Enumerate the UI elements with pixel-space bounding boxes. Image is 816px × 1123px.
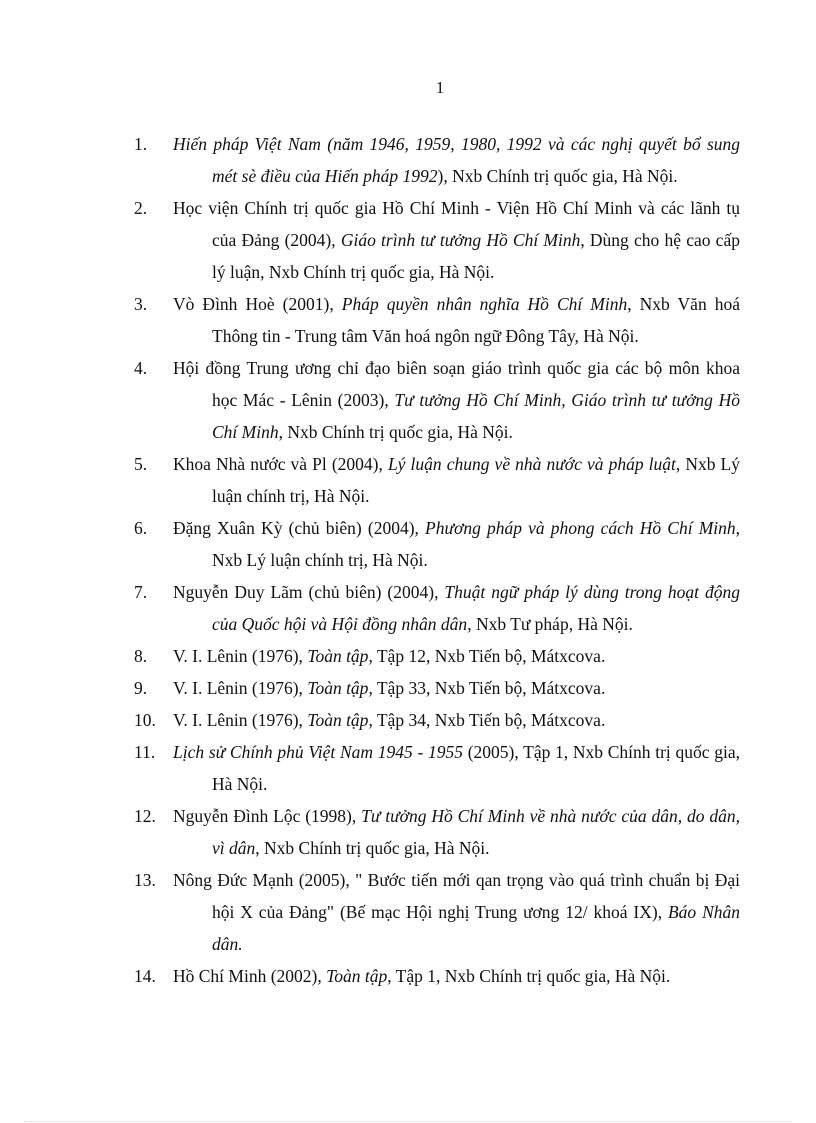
reference-text: Khoa Nhà nước và Pl (2004), (173, 454, 388, 474)
reference-item (134, 640, 740, 672)
reference-text: V. I. Lênin (1976), (173, 710, 308, 730)
reference-text: , Tập 34, Nxb Tiến bộ, Mátxcova. (368, 710, 606, 730)
reference-item (134, 192, 740, 288)
reference-item (134, 800, 740, 864)
reference-text: Nông Đức Mạnh (2005), " Bước tiến mới qan trọng vào quá trình chuẩn bị Đại hội X của Đảng" (Bế mạc Hội nghị Trung ương 12/ khoá IX), (173, 870, 740, 922)
reference-item (134, 960, 740, 992)
reference-number: 5. (134, 454, 148, 474)
page-bottom-divider (24, 1121, 792, 1122)
reference-number: 8. (134, 646, 148, 666)
reference-text: , Nxb Tư pháp, Hà Nội. (467, 614, 633, 634)
reference-title-italic: Phương pháp và phong cách Hồ Chí Minh (425, 518, 736, 538)
reference-number: 3. (134, 294, 148, 314)
reference-title-italic: Giáo trình tư tưởng Hồ Chí Minh (340, 230, 581, 250)
reference-item (134, 512, 740, 576)
reference-text: ), Nxb Chính trị quốc gia, Hà Nội. (437, 166, 678, 186)
reference-text: , Dùng cho hệ cao cấp lý luận, Nxb Chính trị quốc gia, Hà Nội. (212, 230, 740, 282)
reference-item (134, 128, 740, 192)
reference-item (134, 576, 740, 640)
reference-number: 10. (134, 710, 156, 730)
reference-title-italic: Pháp quyền nhân nghĩa Hồ Chí Minh (341, 294, 628, 314)
reference-text: Đặng Xuân Kỳ (chủ biên) (2004), (173, 518, 426, 538)
reference-text: , Nxb Chính trị quốc gia, Hà Nội. (255, 838, 490, 858)
reference-text: V. I. Lênin (1976), (173, 678, 308, 698)
reference-title-italic: Toàn tập (307, 678, 369, 698)
reference-item (134, 672, 740, 704)
reference-text: , Tập 12, Nxb Tiến bộ, Mátxcova. (368, 646, 606, 666)
reference-title-italic: Báo Nhân dân. (212, 902, 740, 954)
reference-text: , Nxb Văn hoá Thông tin - Trung tâm Văn hoá ngôn ngữ Đông Tây, Hà Nội. (212, 294, 741, 346)
reference-text: Nguyễn Đình Lộc (1998), (173, 806, 362, 826)
reference-number: 7. (134, 582, 148, 602)
reference-title-italic: Toàn tập (326, 966, 388, 986)
reference-title-italic: Toàn tập (307, 646, 369, 666)
reference-title-italic: Toàn tập (307, 710, 369, 730)
reference-number: 11. (134, 742, 156, 762)
reference-item (134, 288, 740, 352)
reference-title-italic: Tư tưởng Hồ Chí Minh về nhà nước của dân, do dân, vì dân (212, 806, 740, 858)
reference-number: 9. (134, 678, 148, 698)
reference-title-italic: Thuật ngữ pháp lý dùng trong hoạt động của Quốc hội và Hội đồng nhân dân (212, 582, 740, 634)
reference-text: , Tập 1, Nxb Chính trị quốc gia, Hà Nội. (387, 966, 671, 986)
reference-number: 1. (134, 134, 148, 154)
reference-number: 6. (134, 518, 148, 538)
reference-text: Học viện Chính trị quốc gia Hồ Chí Minh - Viện Hồ Chí Minh và các lãnh tụ của Đảng (2004), (173, 198, 740, 250)
reference-text: Nguyễn Duy Lãm (chủ biên) (2004), (173, 582, 445, 602)
reference-text: Hội đồng Trung ương chỉ đạo biên soạn giáo trình quốc gia các bộ môn khoa học Mác - Lênin (2003), (173, 358, 740, 410)
reference-text: , Tập 33, Nxb Tiến bộ, Mátxcova. (368, 678, 606, 698)
reference-text: V. I. Lênin (1976), (173, 646, 308, 666)
reference-item (134, 704, 740, 736)
reference-list (134, 128, 740, 992)
reference-text: Vò Đình Hoè (2001), (173, 294, 342, 314)
reference-item (134, 448, 740, 512)
reference-number: 2. (134, 198, 148, 218)
reference-number: 12. (134, 806, 156, 826)
reference-item (134, 352, 740, 448)
reference-text: Hồ Chí Minh (2002), (173, 966, 327, 986)
page-number: 1 (435, 78, 445, 97)
reference-title-italic: Lịch sử Chính phủ Việt Nam 1945 - 1955 (173, 742, 463, 762)
reference-title-italic: Tư tưởng Hồ Chí Minh, Giáo trình tư tưởng Hồ Chí Minh (212, 390, 740, 442)
reference-text: , Nxb Lý luận chính trị, Hà Nội. (212, 518, 741, 570)
reference-title-italic: Lý luận chung về nhà nước và pháp luật (387, 454, 676, 474)
reference-text: , Nxb Chính trị quốc gia, Hà Nội. (278, 422, 513, 442)
reference-item (134, 864, 740, 960)
reference-number: 13. (134, 870, 156, 890)
reference-title-italic: Hiến pháp Việt Nam (năm 1946, 1959, 1980, 1992 và các nghị quyết bổ sung mét sè điều của Hiến pháp 1992 (173, 134, 740, 186)
reference-number: 4. (134, 358, 148, 378)
reference-text: (2005), Tập 1, Nxb Chính trị quốc gia, Hà Nội. (212, 742, 740, 794)
reference-number: 14. (134, 966, 156, 986)
reference-text: , Nxb Lý luận chính trị, Hà Nội. (212, 454, 741, 506)
reference-item (134, 736, 740, 800)
